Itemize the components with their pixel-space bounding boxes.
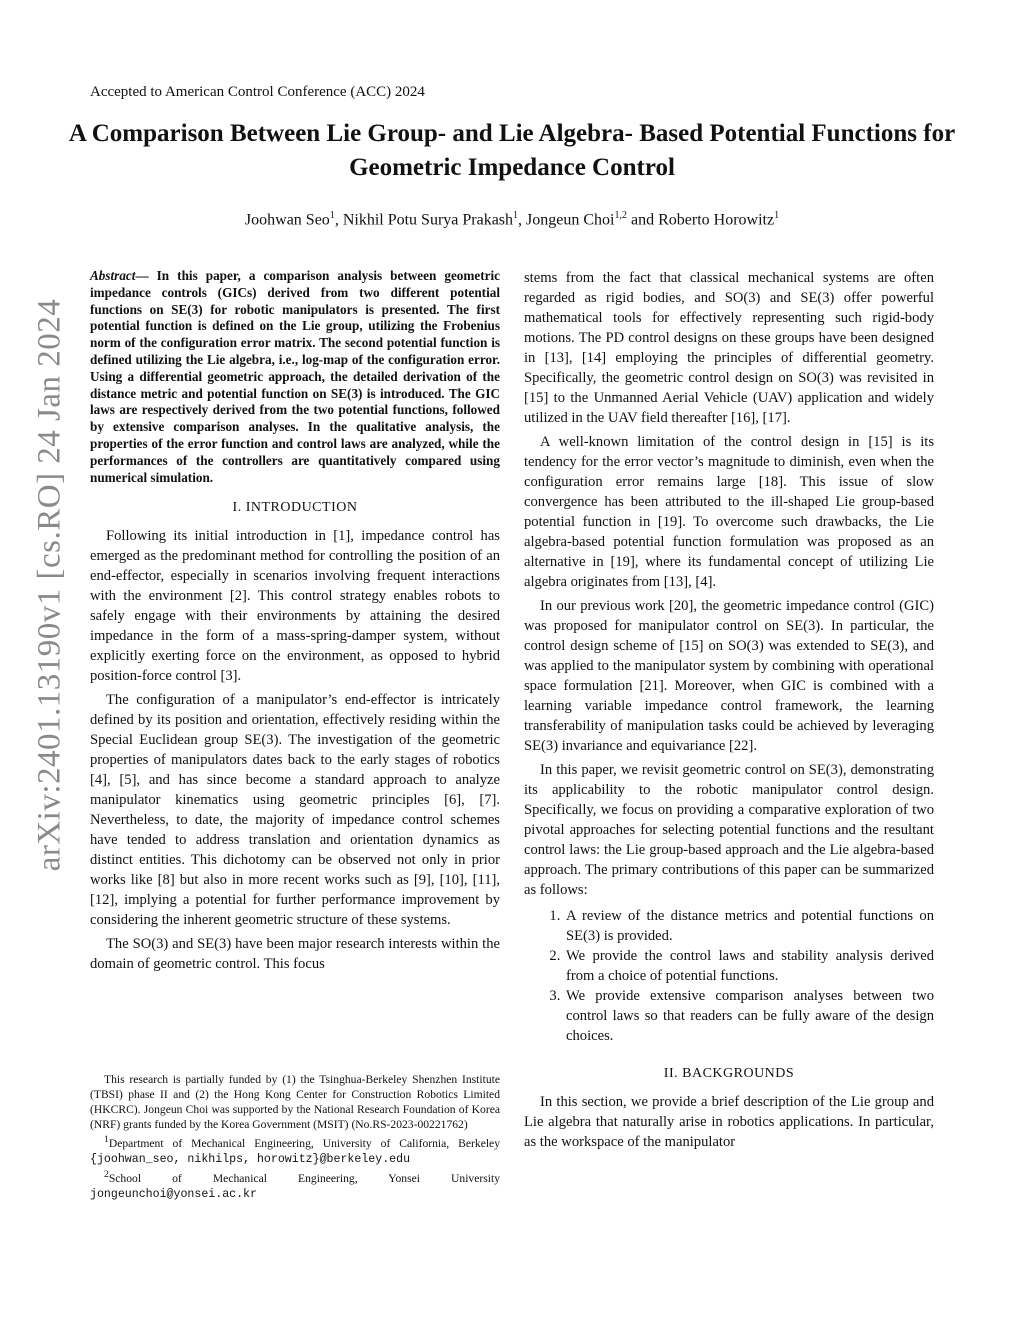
affiliation-footnote-1	[90, 1132, 500, 1167]
list-item: 3. We provide extensive comparison analyses between two control laws so that readers can be fully aware of the design choices.	[564, 986, 934, 1046]
paragraph: In our previous work [20], the geometric impedance control (GIC) was proposed for manipulator control on SE(3). In particular, the control design scheme of [15] on SO(3) was extended to SE(3), and was applied to the manipulator system by combining with operational space formulation [21]. Moreover, when GIC is combined with a learning variable impedance control framework, the learning transferability of manipulation tasks could be achieved by leveraging SE(3) invariance and equivariance [22].	[524, 598, 934, 754]
author-affiliation-mark: 1	[513, 210, 519, 221]
abstract-text: In this paper, a comparison analysis between geometric impedance controls (GICs) derived from two different potential functions on SE(3) for robotic manipulators is presented. The first potential function is defined on the Lie group, utilizing the Frobenius norm of the configuration error matrix. The second potential function is defined utilizing the Lie algebra, i.e., log-map of the configuration error. Using a differential geometric approach, the detailed derivation of the distance metric and potential function on SE(3) is introduced. The GIC laws are respectively derived from the two potential functions, followed by extensive comparison analyses. In the qualitative analysis, the properties of the error function and control laws are analyzed, while the performances of the controllers are quantitatively compared using numerical simulation.	[90, 268, 500, 485]
paragraph: In this paper, we revisit geometric control on SE(3), demonstrating its applicability to the robotic manipulator control design. Specifically, we focus on providing a comparative exploration of two pivotal approaches for selecting potential functions and the resultant control laws: the Lie group-based approach and the Lie algebra-based approach. The primary contributions of this paper can be summarized as follows:	[524, 762, 934, 898]
paragraph: A well-known limitation of the control design in [15] is its tendency for the error vector’s magnitude to diminish, even when the configuration error remains large [18]. This issue of slow convergence has been attributed to the ill-shaped Lie group-based potential function in [19]. To overcome such drawbacks, the Lie algebra-based potential function formulation was proposed as an alternative in [19], where its fundamental concept of utilizing Lie algebra originates from [13], [4].	[524, 434, 934, 590]
author-name: Nikhil Potu Surya Prakash	[342, 211, 514, 229]
abstract-label: Abstract	[90, 268, 136, 283]
paragraph: In this section, we provide a brief description of the Lie group and Lie algebra that naturally arise in robotics applications. In particular, as the workspace of the manipulator	[524, 1094, 934, 1150]
footnote-mark: 1	[104, 1134, 109, 1145]
author-separator: and	[626, 211, 659, 229]
author-separator: ,	[334, 211, 343, 229]
author-list	[60, 210, 964, 229]
paper-title: A Comparison Between Lie Group- and Lie Algebra- Based Potential Functions for Geometric Impedance Control	[68, 120, 956, 181]
right-column	[524, 268, 934, 1152]
email-address[interactable]: jongeunchoi@yonsei.ac.kr	[90, 1187, 257, 1201]
affiliation-text: Department of Mechanical Engineering, University of California, Berkeley	[108, 1136, 500, 1150]
author-affiliation-mark: 1	[329, 210, 335, 221]
footnote-mark: 2	[104, 1168, 109, 1180]
left-column	[90, 268, 500, 974]
contribution-list	[524, 906, 934, 1046]
abstract	[90, 268, 500, 486]
affiliation-footnote-2	[90, 1167, 500, 1202]
paragraph: Following its initial introduction in [1], impedance control has emerged as the predominant method for controlling the position of an end-effector, especially in scenarios involving frequent interactions with the environment [2]. This control strategy enables robots to safely engage with their environments by attaining the desired impedance in the form of a mass-spring-damper system, without explicitly exerting force on the environment, as opposed to hybrid position-force control [3].	[90, 528, 500, 685]
author-name: Roberto Horowitz	[658, 211, 775, 229]
email-address[interactable]: {joohwan_seo, nikhilps, horowitz}@berkeley.edu	[90, 1152, 411, 1166]
paragraph: The SO(3) and SE(3) have been major research interests within the domain of geometric control. This focus	[90, 936, 500, 973]
author-affiliation-mark: 1	[774, 210, 780, 221]
footnotes	[90, 1072, 500, 1202]
paragraph: The configuration of a manipulator’s end-effector is intricately defined by its position and orientation, effectively residing within the Special Euclidean group SE(3). The investigation of the geometric properties of manipulators dates back to the early stages of robotics [4], [5], and has since become a standard approach to analyze manipulator kinematics using geometric principles [6], [7]. Nevertheless, to date, the majority of impedance control schemes have tended to address translation and orientation dynamics as distinct entities. This dichotomy can be observed not only in prior works like [8] but also in more recent works such as [9], [10], [11], [12], implying a potential for further performance improvement by considering the inherent geometric structure of these systems.	[90, 692, 500, 929]
list-item: 1. A review of the distance metrics and potential functions on SE(3) is provided.	[564, 906, 934, 946]
affiliation-text: School of Mechanical Engineering, Yonsei University	[108, 1171, 500, 1185]
section-heading-backgrounds: II. BACKGROUNDS	[663, 1066, 795, 1081]
paragraph: stems from the fact that classical mechanical systems are often regarded as rigid bodies, and SO(3) and SE(3) offer powerful mathematical tools for effectively representing such rigid-body motions. The PD control designs on these groups have been designed in [13], [14] employing the principles of differential geometry. Specifically, the geometric control design on SO(3) was revisited in [15] to the Unmanned Aerial Vehicle (UAV) application and widely utilized in the UAV field thereafter [16], [17].	[524, 270, 934, 426]
section-heading-introduction: I. INTRODUCTION	[232, 500, 358, 516]
author-name: Jongeun Choi	[526, 211, 615, 229]
author-name: Joohwan Seo	[244, 211, 330, 229]
abstract-dash: —	[135, 268, 157, 283]
conference-note: Accepted to American Control Conference (ACC) 2024	[90, 84, 425, 100]
funding-footnote: This research is partially funded by (1) the Tsinghua-Berkeley Shenzhen Institute (TBSI) phase II and (2) the Hong Kong Center for Construction Robotics Limited (HKCRC). Jongeun Choi was supported by the National Research Foundation of Korea (NRF) grants funded by the Korea Government (MSIT) (No.RS-2023-00221762)	[90, 1073, 500, 1131]
author-affiliation-mark: 1,2	[614, 210, 627, 221]
arxiv-stamp: arXiv:2401.13190v1 [cs.RO] 24 Jan 2024	[31, 298, 68, 872]
author-separator: ,	[518, 211, 527, 229]
list-item: 2. We provide the control laws and stability analysis derived from a choice of potential functions.	[564, 946, 934, 986]
